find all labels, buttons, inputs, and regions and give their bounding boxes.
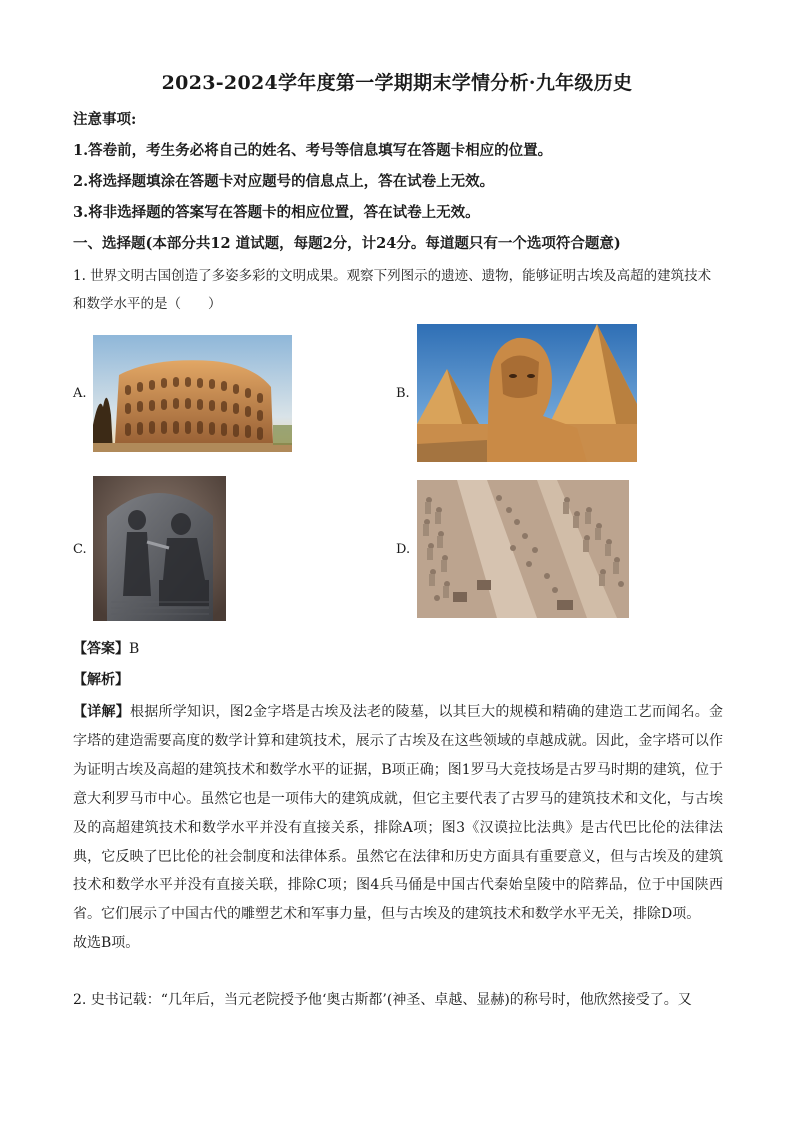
section-heading: 一、选择题(本部分共12 道试题，每题2分，计24分。每道题只有一个选项符合题意) [73,235,621,252]
conclusion-text: 故选B项。 [73,935,140,952]
notice-heading: 注意事项: [73,111,137,128]
option-a-label: A. [73,386,87,401]
option-b-label: B. [396,386,410,401]
hammurabi-stele-image [93,476,226,621]
question-1-stem: 1. 世界文明古国创造了多姿多彩的文明成果。观察下列图示的遗迹、遗物，能够证明古埃及高超的建筑技术和数学水平的是（ ） [73,268,712,312]
sphinx-pyramids-image [417,324,637,462]
analysis-line [73,670,728,690]
notice-item-3: 3.将非选择题的答案写在答题卡的相应位置，答在试卷上无效。 [73,204,480,221]
detail-tag: 【详解】 [73,704,130,720]
detail-text: 根据所学知识，图2金字塔是古埃及法老的陵墓，以其巨大的规模和精确的建造工艺而闻名。金字塔的建造需要高度的数学计算和建筑技术，展示了古埃及在这些领域的卓越成就。因此，金字塔可以作为证明古埃及高超的建筑技术和数学水平的证据，B项正确；图1罗马大竞技场是古罗马时期的建筑，位于意大利罗马市中心。虽然它也是一项伟大的建筑成就，但它主要代表了古罗马的建筑技术和文化，与古埃及的高超建筑技术和数学水平并没有直接关系，排除A项；图3《汉谟拉比法典》是古代巴比伦的法律法典，它反映了巴比伦的社会制度和法律体系。虽然它在法律和历史方面具有重要意义，但与古埃及的建筑技术和数学水平并没有直接关联，排除C项；图4兵马俑是中国古代秦始皇陵中的陪葬品，位于中国陕西省。它们展示了中国古代的雕塑艺术和军事力量，但与古埃及的建筑技术和数学水平无关，排除D项。 [73,704,724,923]
answer-value: B [129,641,140,657]
terracotta-army-image [417,480,629,618]
option-c-label: C. [73,542,87,557]
colosseum-image [93,335,292,452]
notice-item-2: 2.将选择题填涂在答题卡对应题号的信息点上，答在试卷上无效。 [73,173,495,190]
analysis-tag: 【解析】 [73,672,129,688]
answer-tag: 【答案】 [73,641,129,657]
question-2-stem: 2. 史书记载：“几年后，当元老院授予他‘奥古斯都’(神圣、卓越、显赫)的称号时，他欣然接受了。又 [73,992,692,1008]
option-d-label: D. [396,542,411,557]
notice-item-1: 1.答卷前，考生务必将自己的姓名、考号等信息填写在答题卡相应的位置。 [73,142,553,159]
answer-line [73,639,728,659]
detail-paragraph [73,698,723,958]
page-title: 2023-2024学年度第一学期期末学情分析·九年级历史 [161,72,633,94]
